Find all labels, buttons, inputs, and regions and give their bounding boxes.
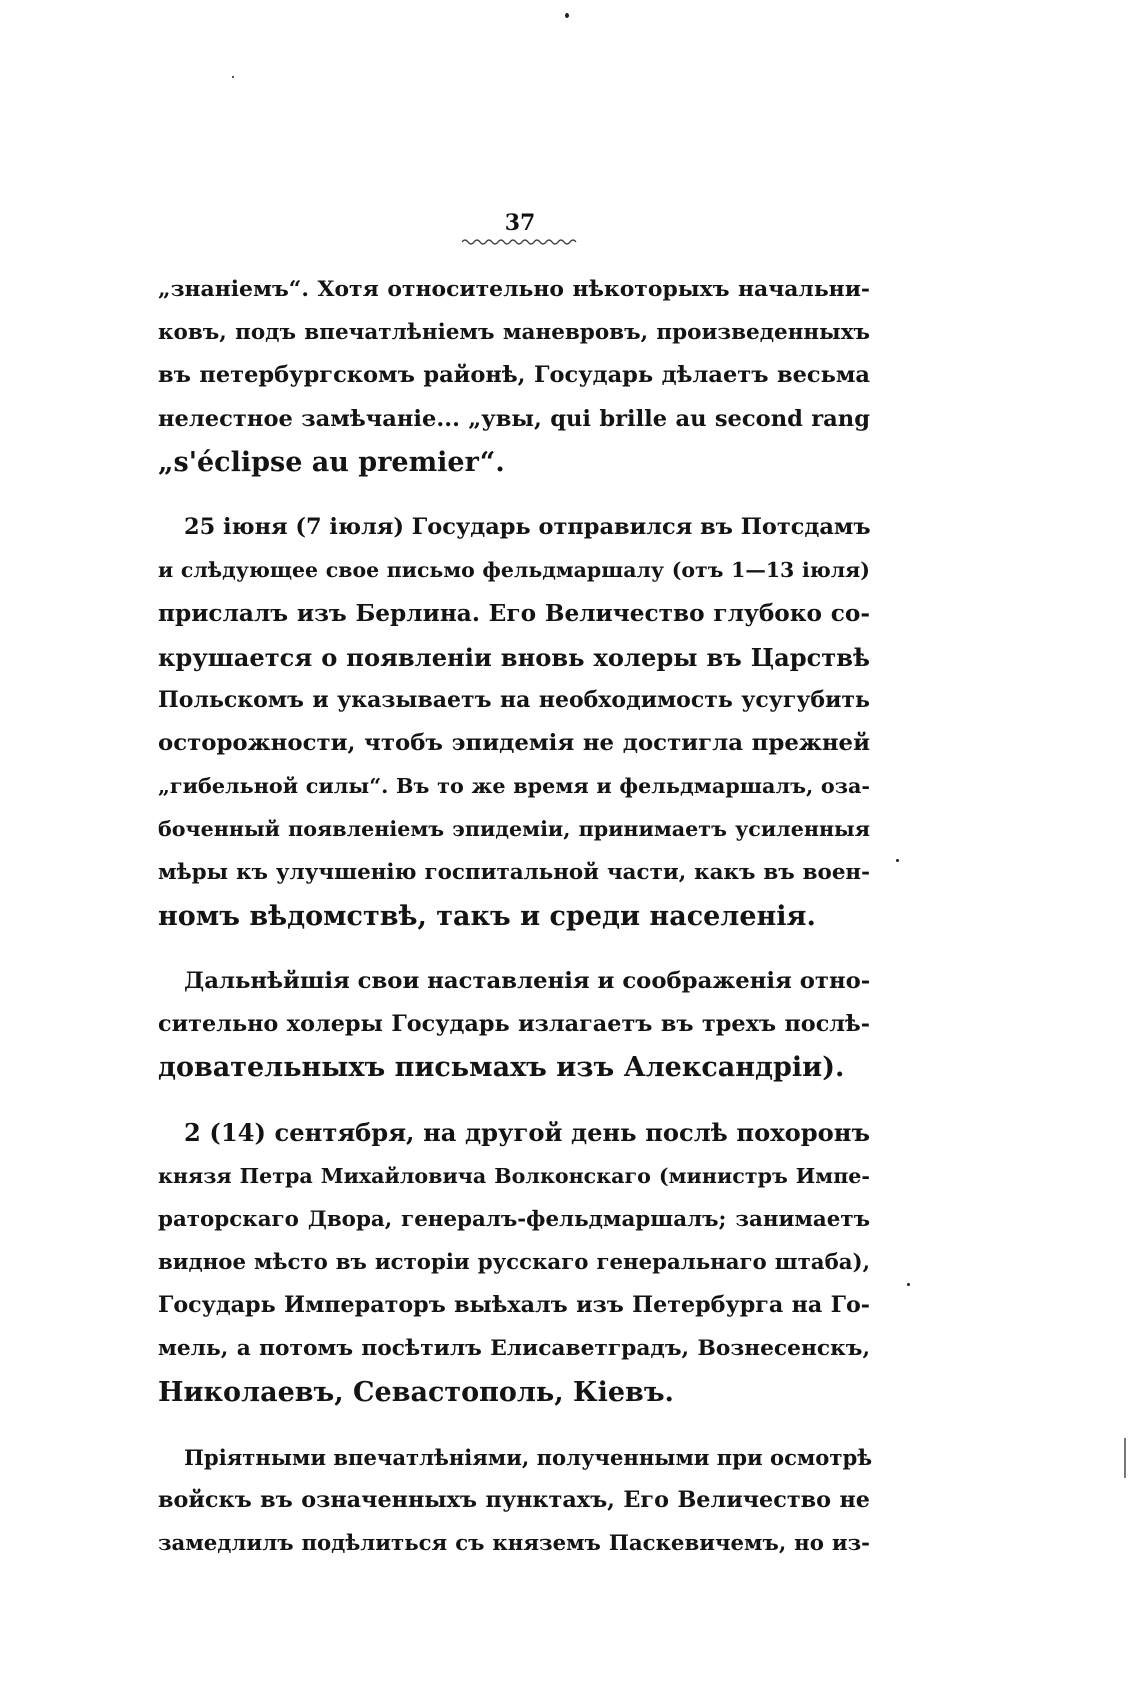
ink-speck (565, 13, 569, 18)
text-line: мель, а потомъ посѣтилъ Елисаветградъ, Вознесенскъ, (158, 1336, 870, 1362)
text-line: осторожности, чтобъ эпидемія не достигла прежней (158, 729, 870, 756)
text-line: 25 іюня (7 іюля) Государь отправился въ Потсдамъ (184, 513, 871, 540)
text-line: войскъ въ означенныхъ пунктахъ, Его Величество не (158, 1486, 870, 1513)
text-line: раторскаго Двора, генералъ-фельдмаршалъ; занимаетъ (158, 1206, 870, 1232)
text-line: ковъ, подъ впечатлѣніемъ маневровъ, произведенныхъ (158, 320, 870, 346)
text-line: крушается о появленіи вновь холеры въ Царствѣ (158, 642, 870, 672)
text-line: прислалъ изъ Берлина. Его Величество глубоко со- (158, 600, 870, 628)
text-line: „s'éclipse au premier“. (158, 446, 505, 478)
ink-speck (907, 1283, 910, 1286)
text-line: 2 (14) сентября, на другой день послѣ похоронъ (184, 1118, 870, 1148)
text-line: мѣры къ улучшенію госпитальной части, какъ въ воен- (158, 860, 870, 886)
paragraph (158, 1111, 870, 1413)
page-number: 37 (504, 210, 536, 236)
page-edge-mark (1124, 1438, 1126, 1478)
text-line: въ петербургскомъ районѣ, Государь дѣлаетъ весьма (158, 362, 870, 389)
text-line: Дальнѣйшія свои наставленія и соображенія отно- (184, 967, 871, 994)
ink-speck (232, 76, 234, 78)
text-line: „знаніемъ“. Хотя относительно нѣкоторыхъ начальни- (158, 276, 870, 302)
ink-speck (896, 859, 899, 862)
paragraph (158, 960, 870, 1090)
paragraph (158, 268, 870, 484)
paragraph (158, 506, 870, 938)
text-line: сительно холеры Государь излагаетъ въ трехъ послѣ- (158, 1011, 870, 1037)
text-line: боченный появленіемъ эпидеміи, принимаетъ усиленныя (158, 817, 870, 842)
paragraph (158, 1436, 873, 1566)
text-line: довательныхъ письмахъ изъ Александріи). (158, 1052, 845, 1084)
text-line: номъ вѣдомствѣ, такъ и среди населенія. (158, 900, 816, 932)
text-line: Пріятными впечатлѣніями, полученными при осмотрѣ (184, 1444, 873, 1470)
text-line: Государь Императоръ выѣхалъ изъ Петербурга на Го- (158, 1292, 870, 1319)
text-line: князя Петра Михайловича Волконскаго (министръ Импе- (158, 1163, 870, 1188)
body-text (158, 268, 873, 1587)
text-line: и слѣдующее свое письмо фельдмаршалу (отъ 1—13 іюля) (158, 558, 870, 583)
text-line: Николаевъ, Севастополь, Кіевъ. (158, 1376, 674, 1408)
text-line: нелестное замѣчаніе... „увы, qui brille au second rang (158, 405, 870, 432)
text-line: видное мѣсто въ исторіи русскаго генеральнаго штаба), (158, 1249, 870, 1275)
text-line: замедлилъ подѣлиться съ княземъ Паскевичемъ, но из- (158, 1531, 870, 1557)
text-line: „гибельной силы“. Въ то же время и фельдмаршалъ, оза- (158, 774, 870, 799)
wavy-rule-icon (462, 238, 578, 246)
text-line: Польскомъ и указываетъ на необходимость усугубить (158, 686, 870, 713)
